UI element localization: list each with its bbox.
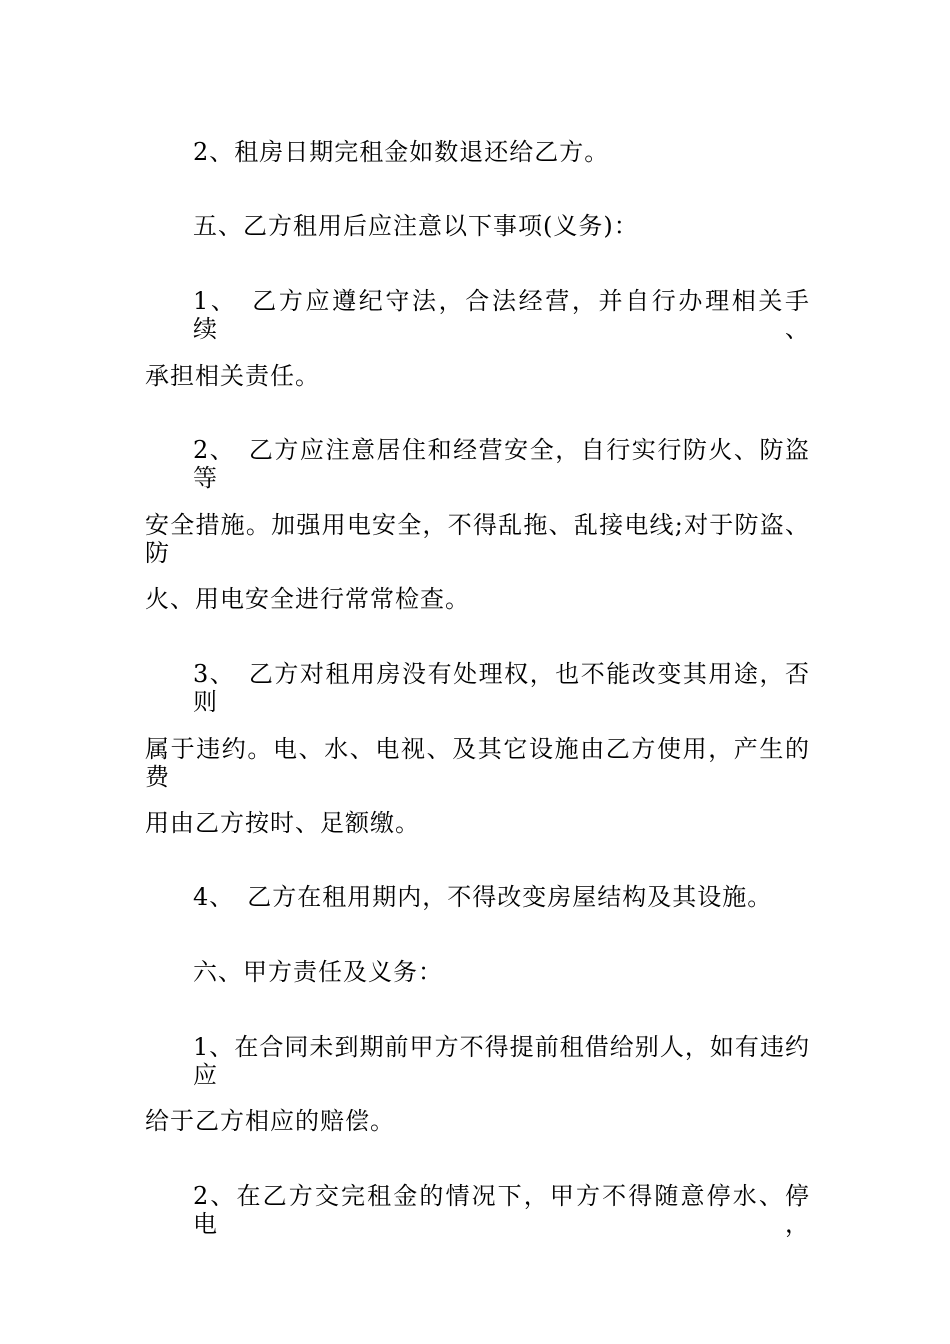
paragraph-line: 3、 乙方对租用房没有处理权，也不能改变其用途，否则: [193, 660, 810, 716]
paragraph-line: 2、在乙方交完租金的情况下，甲方不得随意停水、停电，: [193, 1182, 810, 1238]
paragraph-line: 安全措施。加强用电安全，不得乱拖、乱接电线;对于防盗、防: [145, 511, 810, 567]
paragraph-line: 承担相关责任。: [145, 362, 320, 390]
paragraph-line: 1、 乙方应遵纪守法，合法经营，并自行办理相关手续、: [193, 287, 810, 343]
paragraph-line: 1、在合同未到期前甲方不得提前租借给别人，如有违约应: [193, 1033, 810, 1089]
section-heading: 五、乙方租用后应注意以下事项(义务)：: [193, 212, 639, 240]
paragraph-line: 4、 乙方在租用期内，不得改变房屋结构及其设施。: [193, 883, 773, 911]
paragraph-line: 属于违约。电、水、电视、及其它设施由乙方使用，产生的费: [145, 735, 810, 791]
paragraph-line: 2、租房日期完租金如数退还给乙方。: [193, 138, 610, 166]
paragraph-line: 2、 乙方应注意居住和经营安全，自行实行防火、防盗等: [193, 436, 810, 492]
section-heading: 六、甲方责任及义务：: [193, 958, 443, 986]
paragraph-line: 给于乙方相应的赔偿。: [145, 1107, 395, 1135]
paragraph-line: 火、用电安全进行常常检查。: [145, 585, 470, 613]
paragraph-line: 用由乙方按时、足额缴。: [145, 809, 420, 837]
